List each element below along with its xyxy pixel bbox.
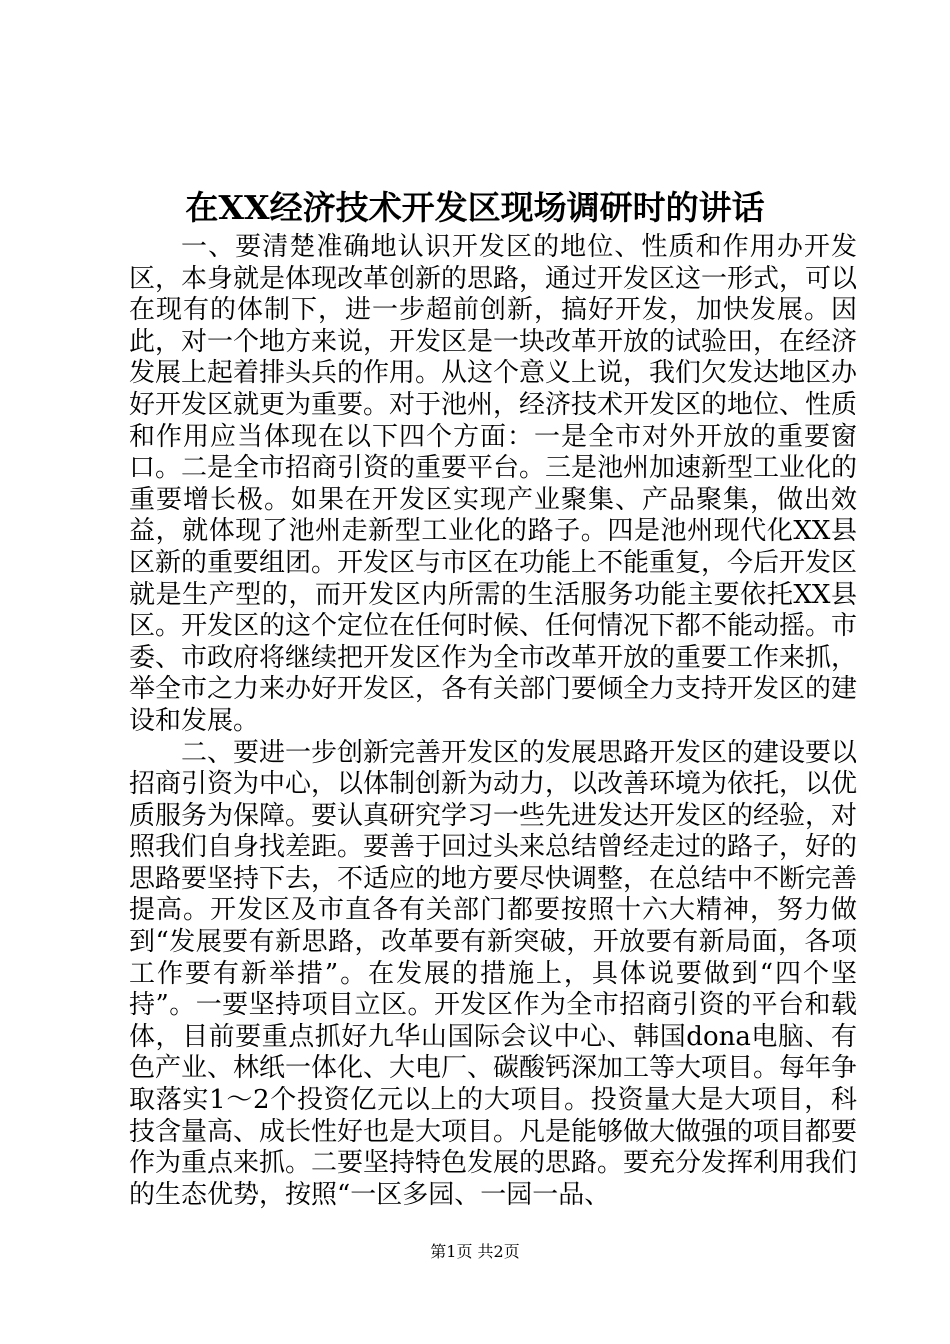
document-title: 在XX经济技术开发区现场调研时的讲话 <box>185 188 765 227</box>
paragraph-2: 二、要进一步创新完善开发区的发展思路开发区的建设要以招商引资为中心，以体制创新为动力，以改善环境为依托，以优质服务为保障。要认真研究学习一些先进发达开发区的经验，对照我们自身找差距。要善于回过头来总结曾经走过的路子，好的思路要坚持下去，不适应的地方要尽快调整，在总结中不断完善提高。开发区及市直各有关部门都要按照十六大精神，努力做到“发展要有新思路，改革要有新突破，开放要有新局面，各项工作要有新举措”。在发展的措施上，具体说要做到“四个坚持”。一要坚持项目立区。开发区作为全市招商引资的平台和载体，目前要重点抓好九华山国际会议中心、韩国dona电脑、有色产业、林纸一体化、大电厂、碳酸钙深加工等大项目。每年争取落实1～2个投资亿元以上的大项目。投资量大是大项目，科技含量高、成长性好也是大项目。凡是能够做大做强的项目都要作为重点来抓。二要坚持特色发展的思路。要充分发挥利用我们的生态优势，按照“一区多园、一园一品、 <box>129 737 858 1210</box>
page-footer: 第1页 共2页 <box>430 1242 520 1261</box>
paragraph-1: 一、要清楚准确地认识开发区的地位、性质和作用办开发区，本身就是体现改革创新的思路，通过开发区这一形式，可以在现有的体制下，进一步超前创新，搞好开发，加快发展。因此，对一个地方来说，开发区是一块改革开放的试验田，在经济发展上起着排头兵的作用。从这个意义上说，我们欠发达地区办好开发区就更为重要。对于池州，经济技术开发区的地位、性质和作用应当体现在以下四个方面：一是全市对外开放的重要窗口。二是全市招商引资的重要平台。三是池州加速新型工业化的重要增长极。如果在开发区实现产业聚集、产品聚集，做出效益，就体现了池州走新型工业化的路子。四是池州现代化XX县区新的重要组团。开发区与市区在功能上不能重复，今后开发区就是生产型的，而开发区内所需的生活服务功能主要依托XX县区。开发区的这个定位在任何时候、任何情况下都不能动摇。市委、市政府将继续把开发区作为全市改革开放的重要工作来抓，举全市之力来办好开发区，各有关部门要倾全力支持开发区的建设和发展。 <box>129 232 858 736</box>
document-body <box>129 232 857 1211</box>
